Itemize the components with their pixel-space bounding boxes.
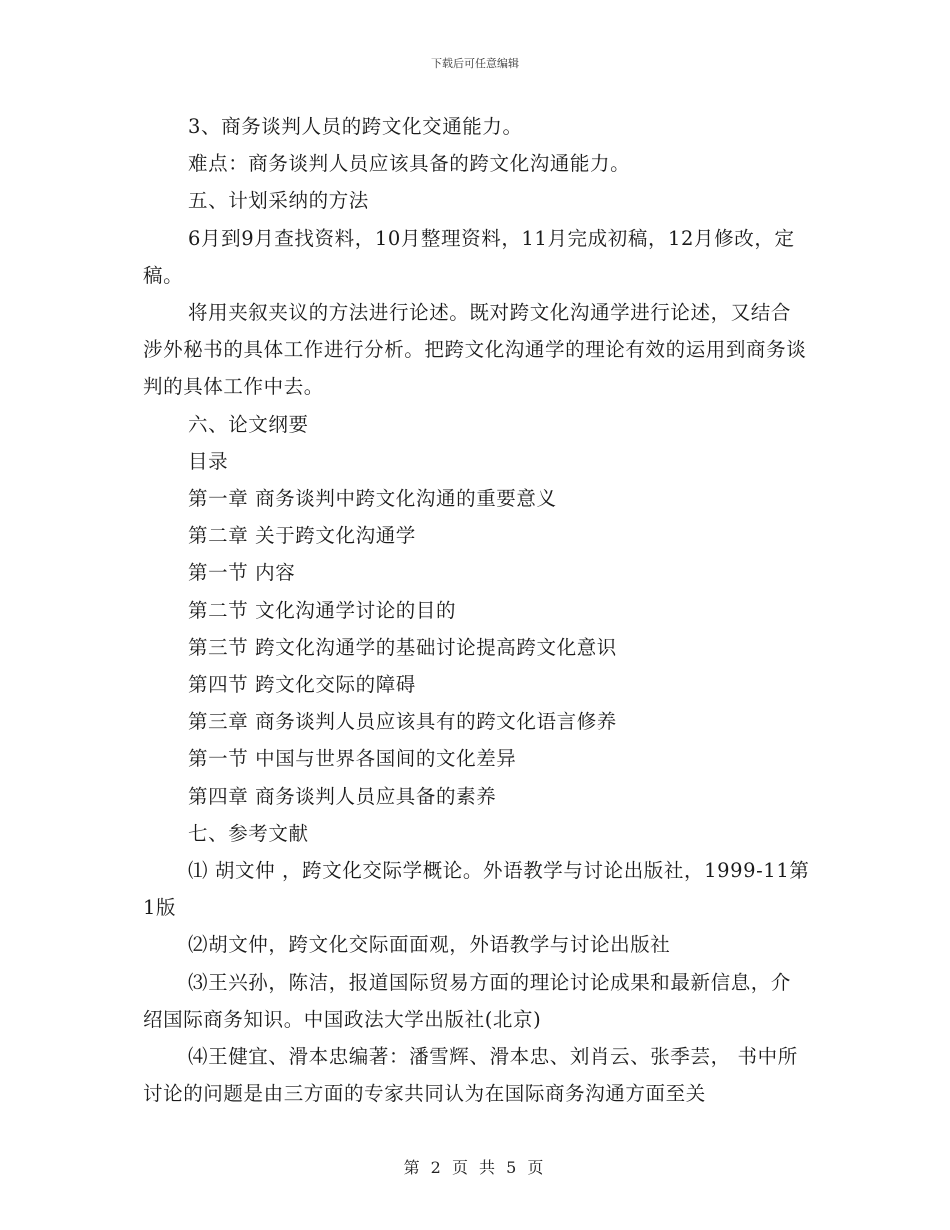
toc-item: 第一节 中国与世界各国间的文化差异 [188,747,517,771]
toc-item: 第四章 商务谈判人员应具备的素养 [188,784,497,808]
section-heading: 五、计划采纳的方法 [188,189,369,213]
toc-title: 目录 [188,449,229,473]
document-body [143,108,810,1112]
reference-item: ⑷王健宜、滑本忠编著：潘雪辉、滑本忠、刘肖云、张季芸， 书中所讨论的问题是由三方面的专家共同认为在国际商务沟通方面至关 [143,1045,798,1106]
toc-item: 第二节 文化沟通学讨论的目的 [188,598,457,622]
toc-item: 第四节 跨文化交际的障碍 [188,673,416,697]
paragraph: 将用夹叙夹议的方法进行论述。既对跨文化沟通学进行论述，又结合涉外秘书的具体工作进行分析。把跨文化沟通学的理论有效的运用到商务谈判的具体工作中去。 [143,301,807,399]
paragraph: 3、商务谈判人员的跨文化交通能力。 [188,115,523,138]
toc-item: 第一章 商务谈判中跨文化沟通的重要意义 [188,487,557,511]
page-footer: 第 2 页 共 5 页 [403,1158,547,1177]
reference-item: ⑵胡文仲，跨文化交际面面观，外语教学与讨论出版社 [188,933,671,957]
section-heading: 七、参考文献 [188,821,309,845]
page-header: 下载后可任意编辑 [431,57,519,70]
reference-item: ⑶王兴孙，陈洁，报道国际贸易方面的理论讨论成果和最新信息，介绍国际商务知识。中国政法大学出版社(北京) [143,970,792,1031]
toc-item: 第三节 跨文化沟通学的基础讨论提高跨文化意识 [188,635,617,659]
paragraph: 6月到9月查找资料，10月整理资料，11月完成初稿，12月修改，定稿。 [143,226,795,287]
toc-item: 第二章 关于跨文化沟通学 [188,524,416,548]
paragraph: 难点：商务谈判人员应该具备的跨文化沟通能力。 [188,152,631,176]
toc-item: 第三章 商务谈判人员应该具有的跨文化语言修养 [188,710,617,734]
section-heading: 六、论文纲要 [188,412,309,436]
reference-item: ⑴ 胡文仲 ，跨文化交际学概论。外语教学与讨论出版社，1999-11第1版 [143,859,810,920]
toc-item: 第一节 内容 [188,561,296,585]
